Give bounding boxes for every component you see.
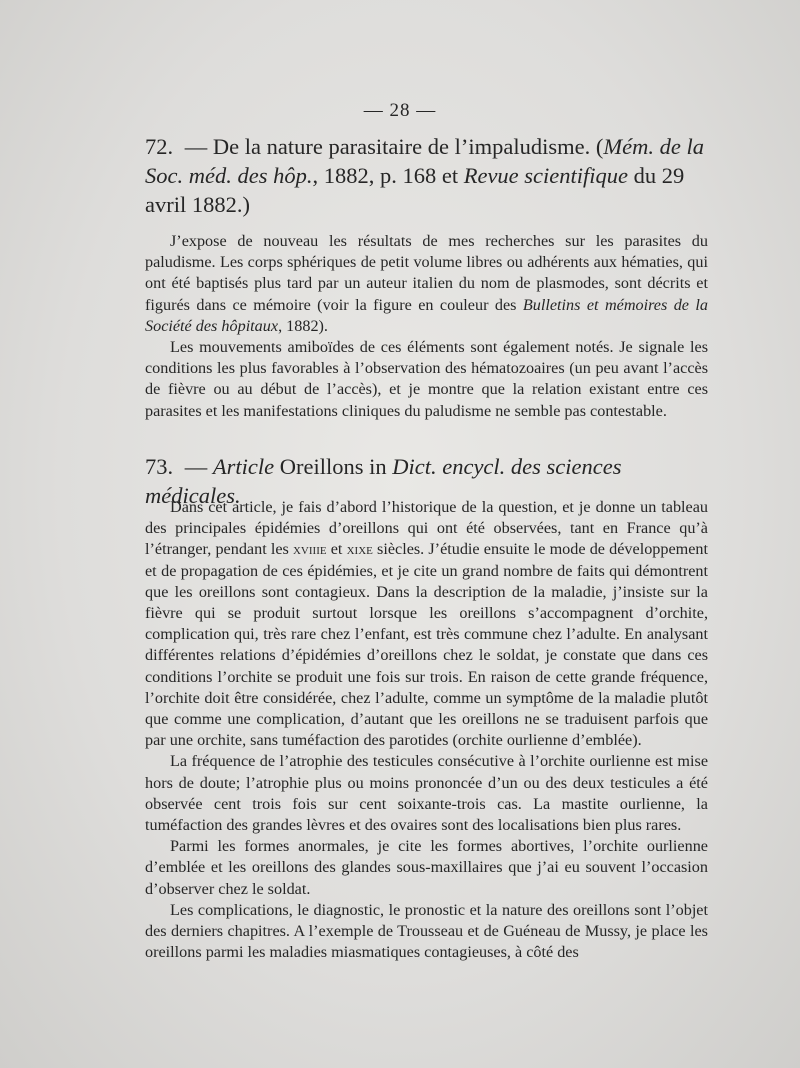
entry-72-p1-italic: Bulletins et mémoires de la Société des hôpitaux xyxy=(145,295,708,335)
entry-73-number: 73. xyxy=(145,454,174,479)
entry-72-dash: — xyxy=(184,134,208,159)
entry-73-title: Oreillons in xyxy=(279,454,387,479)
entry-73-century-2: xixe xyxy=(346,540,373,559)
entry-72-ref-journal2: Revue scientifique xyxy=(463,163,629,188)
entry-72-paragraph-2: Les mouvements amiboïdes de ces éléments sont également notés. Je signale les conditions les plus favorables à l’observation des hématozoaires (un peu avant l’accès de fièvre ou au début de l’accès), et je montre que la relation existant entre ces parasites et les manifestations cliniques du paludisme ne semble pas contestable. xyxy=(145,338,708,420)
entry-72-paragraph-1 xyxy=(145,231,708,337)
entry-73-century-1: xviiie xyxy=(292,540,327,559)
entry-73-paragraph-1 xyxy=(145,497,708,751)
entry-72-body xyxy=(145,231,708,422)
entry-72-p1-end: , 1882). xyxy=(278,316,328,335)
entry-72-ref-end: du 29 avril 1882.) xyxy=(145,163,685,217)
entry-72-p1-text: J’expose de nouveau les résultats de mes recherches sur les parasites du paludisme. Les corps sphériques de petit volume libres ou adhérents aux hématies, qui ont été baptisés plus tard par un auteur italien du nom de plasmodes, sont décrits et figurés dans ce mémoire (voir la figure en couleur des xyxy=(145,232,708,314)
entry-73-paragraph-2: La fréquence de l’atrophie des testicules consécutive à l’orchite ourlienne est mise hors de doute; l’atrophie plus ou moins prononcée d’un ou des deux testicules a été observée cent trois fois sur cent soixante-trois cas. La mastite ourlienne, la tuméfaction des grandes lèvres et des ovaires sont des localisations bien plus rares. xyxy=(145,752,708,835)
entry-72-title: De la nature parasitaire de l’impaludisme. xyxy=(212,134,591,159)
entry-72-number: 72. xyxy=(145,134,174,159)
page-number: — 28 — xyxy=(363,100,437,121)
entry-72-heading xyxy=(145,132,708,219)
entry-73-article: Article xyxy=(212,454,275,479)
entry-73-paragraph-3: Parmi les formes anormales, je cite les formes abortives, l’orchite ourlienne d’emblée et les oreillons des glandes sous-maxillaires que j’ai eu souvent l’occasion d’observer chez le soldat. xyxy=(145,837,708,898)
entry-73-dash: — xyxy=(184,454,208,479)
entry-72-ref-mid: , 1882, p. 168 et xyxy=(312,163,459,188)
entry-73-p1-rest: siècles. J’étudie ensuite le mode de développement et de propagation de ces épidémies, et je cite un grand nombre de faits qui démontrent que les oreillons sont contagieux. Dans la description de la maladie, j’insiste sur la fièvre qui se produit surtout lorsque les oreillons s’accompagnent d’orchite, complication qui, très rare chez l’enfant, est très commune chez l’adulte. En analysant différentes relations d’épidémies d’oreillons chez le soldat, je constate que dans ces conditions l’orchite se produit une fois sur trois. En raison de cette grande fréquence, l’orchite doit être considérée, chez l’adulte, comme un symptôme de la maladie plutôt que comme une complication, d’autant que les oreillons ne se traduisent parfois que par une orchite, sans tuméfaction des parotides (orchite ourlienne d’emblée). xyxy=(145,540,709,750)
entry-73-p1-text: Dans cet article, je fais d’abord l’historique de la question, et je donne un tableau des principales épidémies d’oreillons qui ont été observées, tant en France qu’à l’étranger, pendant les xyxy=(145,498,708,559)
entry-73-dict: Dict. encycl. des sciences médicales. xyxy=(145,454,622,508)
entry-72-ref-journal: Mém. de la Soc. méd. des hôp. xyxy=(145,134,704,188)
entry-73-p1-mid: et xyxy=(330,540,343,559)
entry-73-paragraph-4: Les complications, le diagnostic, le pronostic et la nature des oreillons sont l’objet des derniers chapitres. A l’exemple de Trousseau et de Guéneau de Mussy, je place les oreillons parmi les maladies miasmatiques contagieuses, à côté des xyxy=(145,900,708,962)
entry-73-body xyxy=(145,497,708,963)
entry-72-ref-open: ( xyxy=(595,134,604,159)
